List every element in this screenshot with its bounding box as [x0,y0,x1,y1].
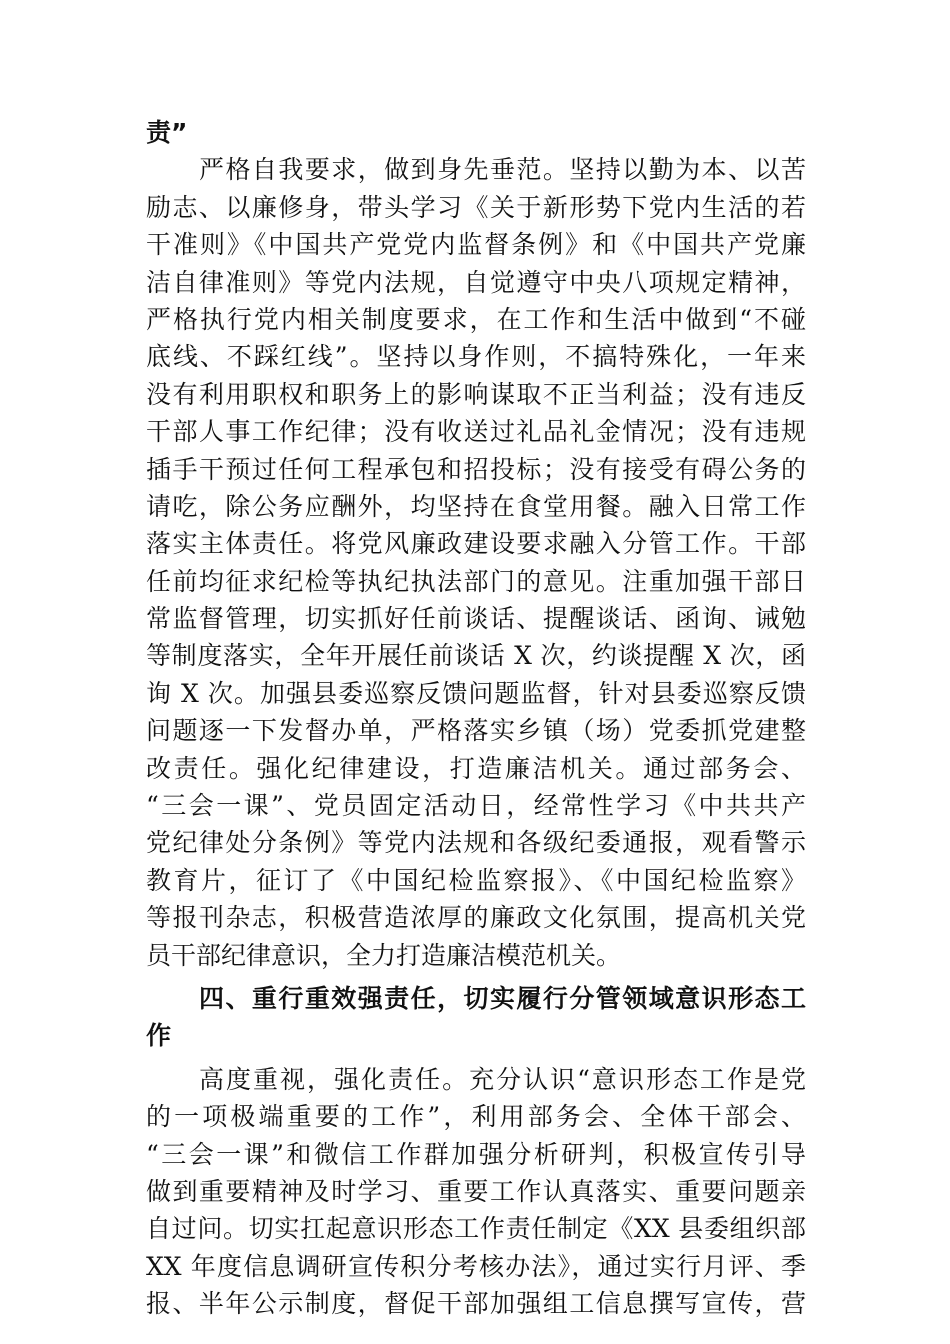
paragraph-line: 做到重要精神及时学习、重要工作认真落实、重要问题亲 [146,1176,806,1206]
paragraph-line: 插手干预过任何工程承包和招投标；没有接受有碍公务的 [146,454,806,484]
paragraph-line: 询 X 次。加强县委巡察反馈问题监督，针对县委巡察反馈 [146,678,806,708]
paragraph-line: 改责任。强化纪律建设，打造廉洁机关。通过部务会、 [146,753,806,783]
section-heading-line: 四、重行重效强责任，切实履行分管领域意识形态工 [199,983,806,1013]
paragraph-line: 教育片，征订了《中国纪检监察报》、《中国纪检监察》 [146,865,806,895]
paragraph-line: “三会一课”和微信工作群加强分析研判，积极宣传引导 [146,1139,806,1169]
paragraph-line: 没有利用职权和职务上的影响谋取不正当利益；没有违反 [146,379,806,409]
paragraph-line: 等报刊杂志，积极营造浓厚的廉政文化氛围，提高机关党 [146,903,806,933]
paragraph-line: 高度重视，强化责任。充分认识“意识形态工作是党 [199,1064,806,1094]
paragraph-line: 任前均征求纪检等执纪执法部门的意见。注重加强干部日 [146,566,806,596]
paragraph-line: 员干部纪律意识，全力打造廉洁模范机关。 [146,940,622,970]
paragraph-line: 励志、以廉修身，带头学习《关于新形势下党内生活的若 [146,192,806,222]
paragraph-line: 底线、不踩红线”。坚持以身作则，不搞特殊化，一年来 [146,342,806,372]
paragraph-line: 问题逐一下发督办单，严格落实乡镇（场）党委抓党建整 [146,716,806,746]
paragraph-line: 请吃，除公务应酬外，均坚持在食堂用餐。融入日常工作 [146,491,806,521]
paragraph-line: 洁自律准则》等党内法规，自觉遵守中央八项规定精神， [146,267,806,297]
paragraph-line: XX 年度信息调研宣传积分考核办法》，通过实行月评、季 [146,1251,806,1281]
paragraph-line: 报、半年公示制度，督促干部加强组工信息撰写宣传，营 [146,1289,806,1319]
paragraph-line: 干准则》《中国共产党党内监督条例》和《中国共产党廉 [146,230,806,260]
paragraph-line: 党纪律处分条例》等党内法规和各级纪委通报，观看警示 [146,828,806,858]
paragraph-line: 的一项极端重要的工作”，利用部务会、全体干部会、 [146,1102,806,1132]
paragraph-line: 等制度落实，全年开展任前谈话 X 次，约谈提醒 X 次，函 [146,641,806,671]
document-body [146,114,806,1323]
paragraph-line: 严格执行党内相关制度要求，在工作和生活中做到“不碰 [146,304,806,334]
section-heading-line: 作 [146,1021,172,1051]
paragraph-line: 自过问。切实扛起意识形态工作责任制定《XX 县委组织部 [146,1214,806,1244]
paragraph-line: 常监督管理，切实抓好任前谈话、提醒谈话、函询、诫勉 [146,604,806,634]
paragraph-line: 干部人事工作纪律；没有收送过礼品礼金情况；没有违规 [146,417,806,447]
paragraph-line: 落实主体责任。将党风廉政建设要求融入分管工作。干部 [146,529,806,559]
section-heading-line: 责” [146,118,188,147]
paragraph-line: 严格自我要求，做到身先垂范。坚持以勤为本、以苦 [199,155,806,185]
paragraph-line: “三会一课”、党员固定活动日，经常性学习《中共共产 [146,791,806,821]
